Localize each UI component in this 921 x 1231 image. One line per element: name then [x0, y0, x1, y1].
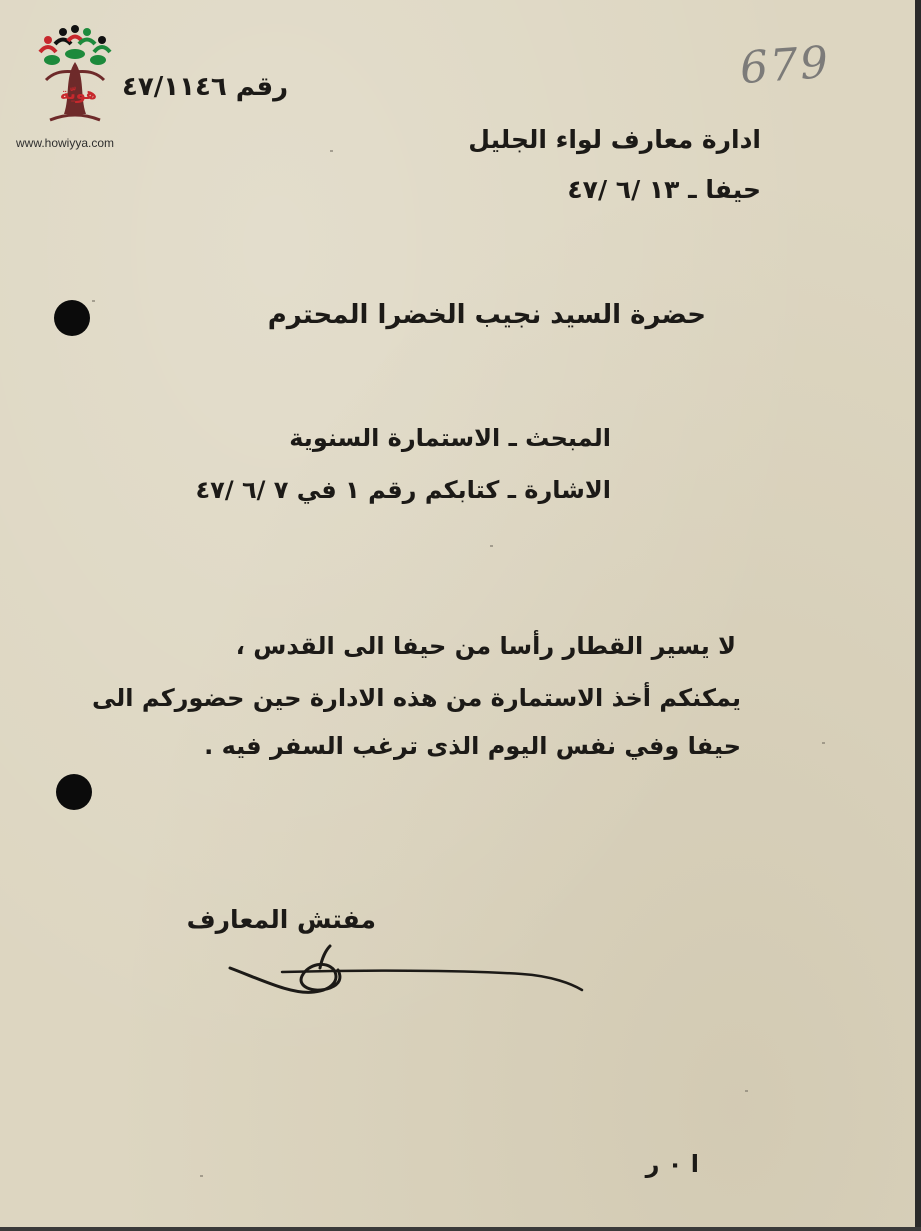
subject-line: المبحث ـ الاستمارة السنوية: [289, 424, 611, 452]
watermark-url[interactable]: www.howiyya.com: [16, 136, 115, 150]
signature-icon: [222, 940, 592, 1010]
tree-logo-icon: [30, 22, 120, 126]
scan-edge: [915, 0, 921, 1231]
punch-hole: [54, 300, 90, 336]
signatory-title: مفتش المعارف: [186, 905, 376, 934]
howiyya-watermark: [12, 22, 138, 152]
place-and-date: حيفا ـ ١٣ /٦ /٤٧: [567, 175, 761, 204]
reference-number: رقم ٤٧/١١٤٦: [122, 72, 289, 102]
punch-hole: [56, 774, 92, 810]
scan-edge: [0, 1227, 921, 1231]
reference-line: الاشارة ـ كتابكم رقم ١ في ٧ /٦ /٤٧: [195, 476, 611, 504]
typist-initials: ا ٠ ر: [645, 1150, 699, 1178]
body-line: لا يسير القطار رأسا من حيفا الى القدس ،: [235, 632, 736, 660]
archive-number: 679: [738, 36, 832, 95]
addressee: حضرة السيد نجيب الخضرا المحترم: [267, 300, 706, 330]
issuing-office: ادارة معارف لواء الجليل: [468, 125, 761, 154]
logo-text: هويّة: [60, 84, 97, 103]
body-line: يمكنكم أخذ الاستمارة من هذه الادارة حين حضوركم الى: [92, 684, 741, 712]
body-line: حيفا وفي نفس اليوم الذى ترغب السفر فيه .: [204, 732, 741, 760]
